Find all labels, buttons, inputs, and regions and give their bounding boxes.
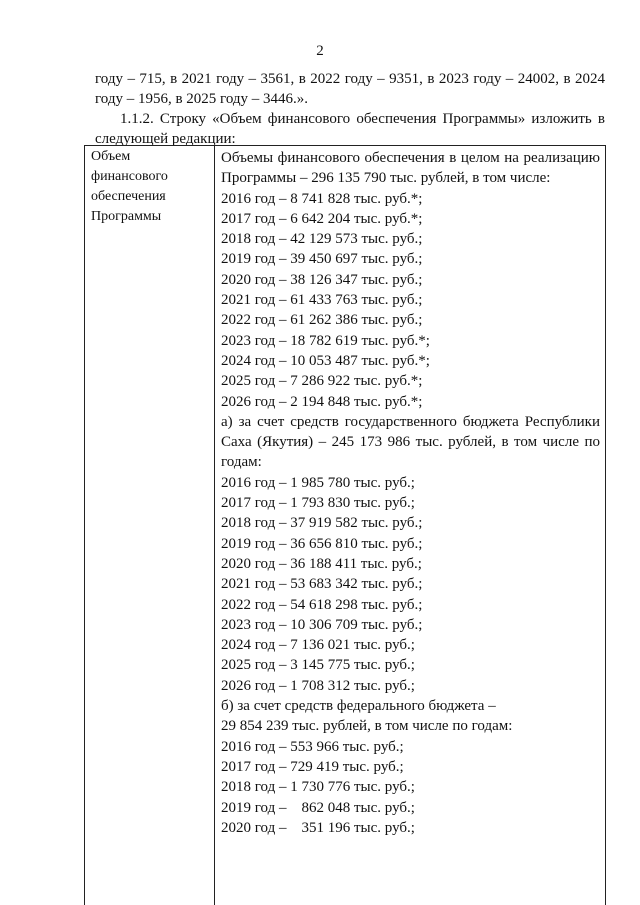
- year-amount-line: 2026 год – 2 194 848 тыс. руб.*;: [221, 393, 423, 410]
- row-label-line: финансового: [91, 169, 168, 184]
- year-amount-line: 2016 год – 1 985 780 тыс. руб.;: [221, 474, 415, 491]
- year-amount-line: 2022 год – 54 618 298 тыс. руб.;: [221, 596, 423, 613]
- year-amount-line: 2020 год – 38 126 347 тыс. руб.;: [221, 271, 423, 288]
- year-amount-line: 2018 год – 37 919 582 тыс. руб.;: [221, 515, 423, 532]
- year-amount-line: 2018 год – 1 730 776 тыс. руб.;: [221, 779, 415, 796]
- clause-paragraph: 1.1.2. Строку «Объем финансового обеспечения Программы» изложить в следующей редакции:: [95, 111, 605, 147]
- year-amount-line: 2019 год – 36 656 810 тыс. руб.;: [221, 535, 423, 552]
- state-budget-years-list: [221, 473, 600, 696]
- state-budget-text: а) за счет средств государственного бюджета Республики Саха (Якутия) – 245 173 986 тыс. рублей, в том числе по годам:: [221, 413, 600, 471]
- row-label-cell: [91, 147, 211, 227]
- federal-budget-text: б) за счет средств федерального бюджета –: [221, 698, 496, 715]
- row-value-cell: [221, 148, 600, 838]
- year-amount-line: 2023 год – 18 782 619 тыс. руб.*;: [221, 332, 430, 349]
- year-amount-line: 2017 год – 6 642 204 тыс. руб.*;: [221, 210, 423, 227]
- year-amount-line: 2025 год – 3 145 775 тыс. руб.;: [221, 657, 415, 674]
- row-label-line: обеспечения: [91, 189, 166, 204]
- year-amount-line: 2025 год – 7 286 922 тыс. руб.*;: [221, 373, 423, 390]
- total-years-list: [221, 189, 600, 412]
- federal-budget-total: 29 854 239 тыс. рублей, в том числе по годам:: [221, 718, 513, 735]
- year-amount-line: 2018 год – 42 129 573 тыс. руб.;: [221, 231, 423, 248]
- year-amount-line: 2024 год – 7 136 021 тыс. руб.;: [221, 637, 415, 654]
- federal-budget-years-list: [221, 737, 600, 838]
- year-amount-line: 2016 год – 8 741 828 тыс. руб.*;: [221, 190, 423, 207]
- row-label-line: Объем: [91, 149, 131, 164]
- total-funding-text: Объемы финансового обеспечения в целом на реализацию Программы – 296 135 790 тыс. рублей, в том числе:: [221, 150, 600, 187]
- year-amount-line: 2026 год – 1 708 312 тыс. руб.;: [221, 677, 415, 694]
- page-number: 2: [316, 43, 324, 59]
- year-amount-line: 2019 год – 862 048 тыс. руб.;: [221, 799, 415, 816]
- year-amount-line: 2021 год – 53 683 342 тыс. руб.;: [221, 576, 423, 593]
- year-amount-line: 2019 год – 39 450 697 тыс. руб.;: [221, 251, 423, 268]
- year-amount-line: 2023 год – 10 306 709 тыс. руб.;: [221, 616, 423, 633]
- year-amount-line: 2024 год – 10 053 487 тыс. руб.*;: [221, 352, 430, 369]
- column-divider: [214, 146, 215, 905]
- year-amount-line: 2021 год – 61 433 763 тыс. руб.;: [221, 292, 423, 309]
- year-amount-line: 2020 год – 351 196 тыс. руб.;: [221, 819, 415, 836]
- year-amount-line: 2017 год – 1 793 830 тыс. руб.;: [221, 495, 415, 512]
- year-amount-line: 2017 год – 729 419 тыс. руб.;: [221, 758, 404, 775]
- financing-table: [84, 145, 606, 905]
- year-amount-line: 2020 год – 36 188 411 тыс. руб.;: [221, 555, 422, 572]
- row-label-line: Программы: [91, 209, 162, 224]
- intro-paragraph: году – 715, в 2021 году – 3561, в 2022 году – 9351, в 2023 году – 24002, в 2024 году – 1956, в 2025 году – 3446.».: [95, 71, 605, 107]
- year-amount-line: 2016 год – 553 966 тыс. руб.;: [221, 738, 404, 755]
- year-amount-line: 2022 год – 61 262 386 тыс. руб.;: [221, 312, 423, 329]
